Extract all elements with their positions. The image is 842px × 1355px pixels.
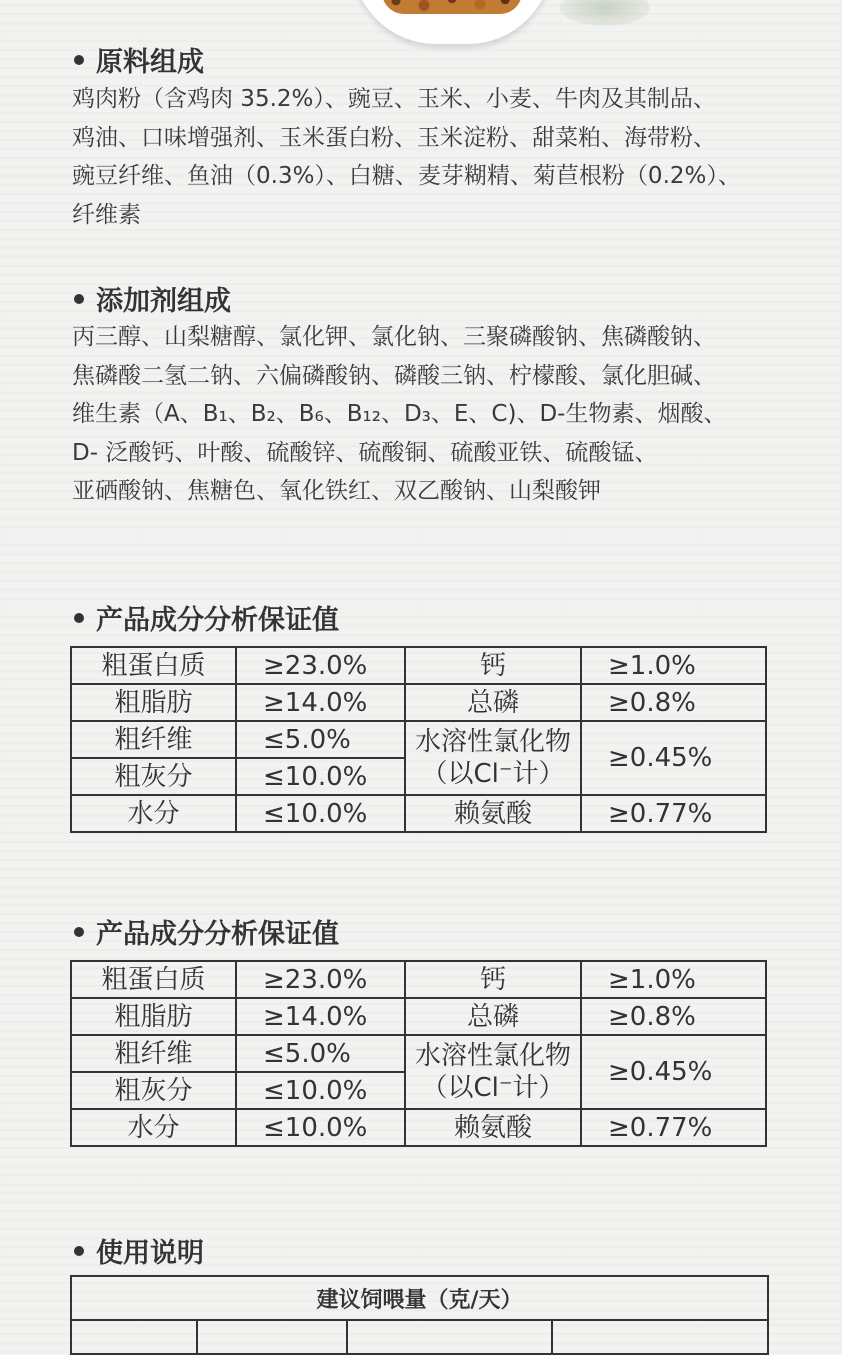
nutrient-name xyxy=(405,721,581,795)
nutrient-value: ≥0.77% xyxy=(581,795,766,832)
chloride-label-line1: 水溶性氯化物 xyxy=(414,1041,571,1071)
nutrient-value: ≤5.0% xyxy=(236,721,405,758)
analysis-title: 产品成分分析保证值 xyxy=(96,605,339,636)
table-row xyxy=(71,1276,768,1320)
table-cell xyxy=(347,1320,552,1354)
table-row xyxy=(71,721,766,758)
nutrient-value: ≥14.0% xyxy=(236,998,405,1035)
nutrient-value: ≤10.0% xyxy=(236,758,405,795)
analysis-title: 产品成分分析保证值 xyxy=(96,919,339,950)
kibble xyxy=(382,0,522,14)
bullet-icon xyxy=(74,613,84,623)
nutrient-value: ≤5.0% xyxy=(236,1035,405,1072)
additives-text xyxy=(72,318,792,511)
bullet-icon xyxy=(74,1246,84,1256)
nutrient-name: 赖氨酸 xyxy=(405,1109,581,1146)
nutrient-value: ≤10.0% xyxy=(236,795,405,832)
additives-line: 焦磷酸二氢二钠、六偏磷酸钠、磷酸三钠、柠檬酸、氯化胆碱、 xyxy=(72,362,716,389)
additives-line: 维生素（A、B₁、B₂、B₆、B₁₂、D₃、E、C)、D-生物素、烟酸、 xyxy=(72,401,727,428)
table-row xyxy=(71,647,766,684)
chloride-label-line1: 水溶性氯化物 xyxy=(414,727,571,757)
bullet-icon xyxy=(74,294,84,304)
food-bowl-image xyxy=(352,0,552,44)
nutrient-name: 赖氨酸 xyxy=(405,795,581,832)
nutrient-name: 粗蛋白质 xyxy=(71,961,236,998)
leaf-decoration xyxy=(560,0,650,26)
nutrient-name: 水分 xyxy=(71,1109,236,1146)
nutrient-name: 钙 xyxy=(405,961,581,998)
nutrient-value: ≥23.0% xyxy=(236,647,405,684)
table-row xyxy=(71,1109,766,1146)
table-row xyxy=(71,684,766,721)
nutrient-name: 水分 xyxy=(71,795,236,832)
usage-heading xyxy=(74,1231,204,1270)
nutrient-name: 粗灰分 xyxy=(71,758,236,795)
nutrient-value: ≥1.0% xyxy=(581,647,766,684)
table-cell xyxy=(552,1320,768,1354)
nutrient-value: ≥1.0% xyxy=(581,961,766,998)
nutrient-name xyxy=(405,1035,581,1109)
additives-line: 丙三醇、山梨糖醇、氯化钾、氯化钠、三聚磷酸钠、焦磷酸钠、 xyxy=(72,324,716,350)
usage-title: 使用说明 xyxy=(96,1238,204,1269)
additives-title: 添加剂组成 xyxy=(96,286,231,317)
nutrient-name: 钙 xyxy=(405,647,581,684)
nutrient-value: ≥0.45% xyxy=(581,1035,766,1109)
ingredients-text xyxy=(72,80,792,234)
analysis-table xyxy=(70,646,767,833)
nutrient-value: ≥14.0% xyxy=(236,684,405,721)
table-cell xyxy=(71,1320,197,1354)
nutrient-name: 粗灰分 xyxy=(71,1072,236,1109)
table-row xyxy=(71,795,766,832)
nutrient-value: ≥0.45% xyxy=(581,721,766,795)
nutrient-name: 总磷 xyxy=(405,684,581,721)
ingredients-line: 豌豆纤维、鱼油（0.3%）、白糖、麦芽糊精、菊苣根粉（0.2%）、 xyxy=(72,163,741,190)
additives-heading xyxy=(74,279,231,318)
ingredients-title: 原料组成 xyxy=(96,47,204,78)
analysis-heading xyxy=(74,598,339,637)
feeding-table xyxy=(70,1275,769,1355)
nutrient-value: ≥23.0% xyxy=(236,961,405,998)
nutrient-name: 粗蛋白质 xyxy=(71,647,236,684)
table-row xyxy=(71,998,766,1035)
nutrient-name: 粗脂肪 xyxy=(71,998,236,1035)
nutrient-name: 粗纤维 xyxy=(71,1035,236,1072)
nutrient-name: 粗纤维 xyxy=(71,721,236,758)
additives-line: D- 泛酸钙、叶酸、硫酸锌、硫酸铜、硫酸亚铁、硫酸锰、 xyxy=(72,439,658,466)
table-row xyxy=(71,1320,768,1354)
ingredients-heading xyxy=(74,40,204,79)
table-row xyxy=(71,961,766,998)
analysis-heading xyxy=(74,912,339,951)
analysis-table xyxy=(70,960,767,1147)
additives-line: 亚硒酸钠、焦糖色、氧化铁红、双乙酸钠、山梨酸钾 xyxy=(72,478,601,505)
ingredients-line: 纤维素 xyxy=(72,201,141,228)
bullet-icon xyxy=(74,927,84,937)
nutrient-name: 总磷 xyxy=(405,998,581,1035)
nutrient-value: ≤10.0% xyxy=(236,1109,405,1146)
table-cell xyxy=(197,1320,347,1354)
chloride-label-line2: （以Cl⁻计） xyxy=(421,759,565,789)
nutrient-name: 粗脂肪 xyxy=(71,684,236,721)
nutrient-value: ≥0.8% xyxy=(581,684,766,721)
nutrient-value: ≥0.8% xyxy=(581,998,766,1035)
ingredients-line: 鸡油、口味增强剂、玉米蛋白粉、玉米淀粉、甜菜粕、海带粉、 xyxy=(72,124,716,151)
bullet-icon xyxy=(74,55,84,65)
nutrient-value: ≤10.0% xyxy=(236,1072,405,1109)
ingredients-line: 鸡肉粉（含鸡肉 35.2%）、豌豆、玉米、小麦、牛肉及其制品、 xyxy=(72,86,716,112)
table-row xyxy=(71,1035,766,1072)
feeding-table-header: 建议饲喂量（克/天） xyxy=(71,1276,768,1320)
chloride-label-line2: （以Cl⁻计） xyxy=(421,1073,565,1103)
nutrient-value: ≥0.77% xyxy=(581,1109,766,1146)
